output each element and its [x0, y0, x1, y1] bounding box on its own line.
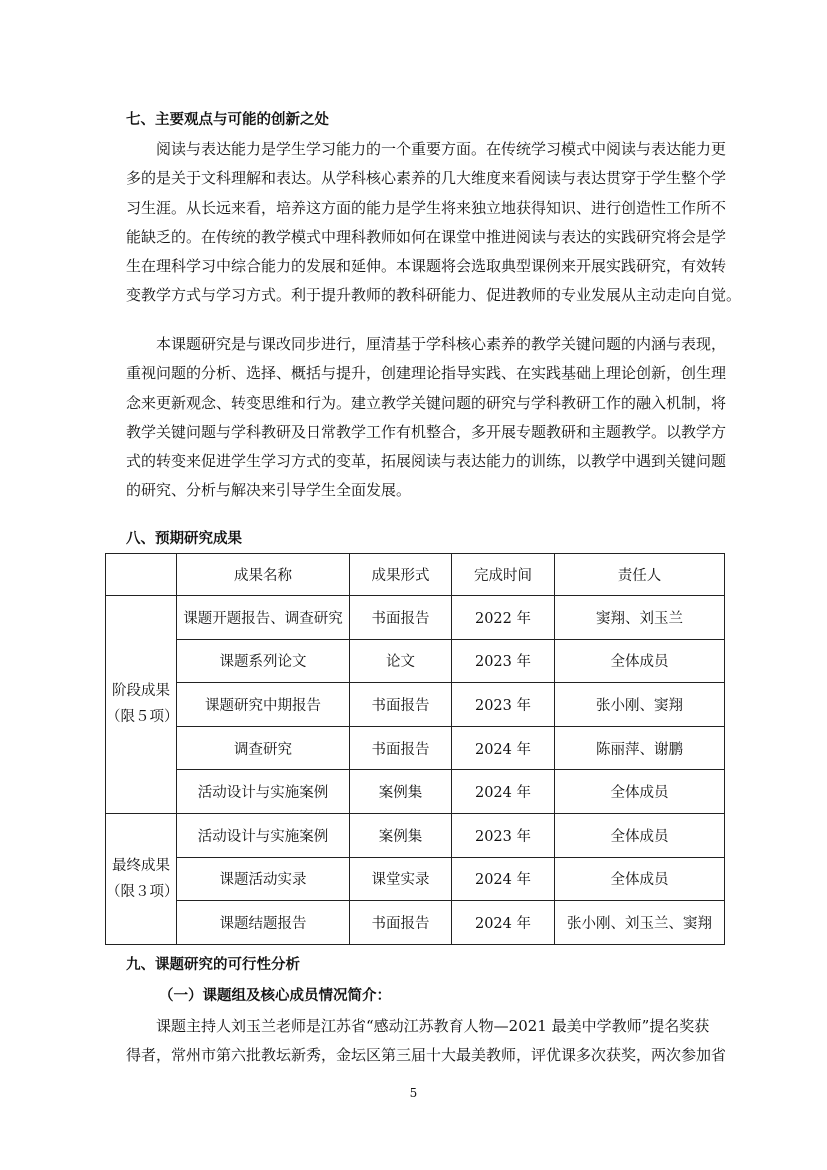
table-cell: 课题系列论文: [177, 639, 350, 683]
table-cell: 2024 年: [452, 726, 555, 770]
paragraph-line: 念来更新观念、转变思维和行为。建立教学关键问题的研究与学科教研工作的融入机制，将: [126, 393, 727, 412]
table-row: [106, 770, 725, 814]
paragraph-line: 课题主持人刘玉兰老师是江苏省“感动江苏教育人物—2021 最美中学教师”提名奖获: [156, 1017, 710, 1035]
table-cell: 书面报告: [350, 683, 452, 727]
section-8-heading: 八、预期研究成果: [126, 531, 242, 547]
table-cell: 课题活动实录: [177, 857, 350, 901]
table-row: [106, 857, 725, 901]
paragraph-line: 阅读与表达能力是学生学习能力的一个重要方面。在传统学习模式中阅读与表达能力更: [156, 140, 727, 158]
paragraph-line: 能缺乏的。在传统的教学模式中理科教师如何在课堂中推进阅读与表达的实践研究将会是学: [126, 227, 727, 246]
group-label-stage: [106, 596, 177, 814]
section-9-subheading: （一）课题组及核心成员情况简介：: [159, 988, 391, 1004]
table-cell: 2024 年: [452, 857, 555, 901]
paragraph-line: 习生涯。从长远来看，培养这方面的能力是学生将来独立地获得知识、进行创造性工作所不: [126, 198, 727, 217]
section-9-heading: 九、课题研究的可行性分析: [126, 957, 300, 973]
table-cell: 课题研究中期报告: [177, 683, 350, 727]
table-cell: 课题开题报告、调查研究: [177, 596, 350, 640]
table-header-cell: 责任人: [555, 554, 725, 596]
paragraph-line: 生在理科学习中综合能力的发展和延伸。本课题将会选取典型课例来开展实践研究，有效转: [126, 257, 727, 276]
table-cell: 张小刚、刘玉兰、窦翔: [555, 901, 725, 945]
table-cell: 全体成员: [555, 857, 725, 901]
table-cell: 2023 年: [452, 639, 555, 683]
page-number: 5: [409, 1086, 418, 1100]
table-cell: 张小刚、窦翔: [555, 683, 725, 727]
table-header-cell: 完成时间: [452, 554, 555, 596]
paragraph-line: 的研究、分析与解决来引导学生全面发展。: [126, 481, 412, 500]
group-label-final: [106, 813, 177, 944]
table-cell: 书面报告: [350, 726, 452, 770]
table-header-cell: 成果形式: [350, 554, 452, 596]
table-cell: 2024 年: [452, 901, 555, 945]
table-cell: 课题结题报告: [177, 901, 350, 945]
table-row: [106, 901, 725, 945]
paragraph-line: 多的是关于文科理解和表达。从学科核心素养的几大维度来看阅读与表达贯穿于学生整个学: [126, 169, 727, 188]
results-table: [105, 553, 725, 945]
table-cell: 活动设计与实施案例: [177, 770, 350, 814]
table-cell: 全体成员: [555, 813, 725, 857]
section-7-paragraph-1: [126, 135, 742, 311]
table-cell: 书面报告: [350, 596, 452, 640]
table-cell: 2023 年: [452, 683, 555, 727]
table-cell: 课堂实录: [350, 857, 452, 901]
table-cell: 案例集: [350, 770, 452, 814]
table-cell: 调查研究: [177, 726, 350, 770]
paragraph-line: 重视问题的分析、选择、概括与提升，创建理论指导实践、在实践基础上理论创新，创生理: [126, 364, 727, 383]
table-cell: 窦翔、刘玉兰: [555, 596, 725, 640]
table-cell: 书面报告: [350, 901, 452, 945]
table-cell: 活动设计与实施案例: [177, 813, 350, 857]
paragraph-line: 变教学方式与学习方式。利于提升教师的教科研能力、促进教师的专业发展从主动走向自觉。: [126, 286, 742, 305]
table-header-row: [106, 554, 725, 596]
section-7-heading: 七、主要观点与可能的创新之处: [126, 112, 329, 128]
table-cell: 2023 年: [452, 813, 555, 857]
section-9-paragraph: [126, 1012, 727, 1071]
table-cell: 论文: [350, 639, 452, 683]
table-header-cell: 成果名称: [177, 554, 350, 596]
table-cell: 全体成员: [555, 639, 725, 683]
section-7-paragraph-2: [126, 330, 727, 506]
table-row: [106, 683, 725, 727]
paragraph-line: 式的转变来促进学生学习方式的变革，拓展阅读与表达能力的训练，以教学中遇到关键问题: [126, 452, 727, 471]
table-cell: 案例集: [350, 813, 452, 857]
table-row: [106, 813, 725, 857]
table-cell: 全体成员: [555, 770, 725, 814]
table-row: [106, 639, 725, 683]
table-row: [106, 726, 725, 770]
table-cell: 陈丽萍、谢鹏: [555, 726, 725, 770]
table-header-cell-empty: [106, 554, 177, 596]
paragraph-line: 本课题研究是与课改同步进行，厘清基于学科核心素养的教学关键问题的内涵与表现，: [156, 335, 727, 353]
table-cell: 2024 年: [452, 770, 555, 814]
group-label-line: （限３项）: [106, 883, 179, 900]
paragraph-line: 得者，常州市第六批教坛新秀，金坛区第三届十大最美教师，评优课多次获奖，两次参加省: [126, 1046, 727, 1065]
group-label-line: （限５项）: [106, 709, 179, 726]
table-row: [106, 596, 725, 640]
group-label-line: 阶段成果: [112, 683, 170, 700]
table-cell: 2022 年: [452, 596, 555, 640]
paragraph-line: 教学关键问题与学科教研及日常教学工作有机整合，多开展专题教研和主题教学。以教学方: [126, 422, 727, 441]
group-label-line: 最终成果: [112, 857, 170, 874]
